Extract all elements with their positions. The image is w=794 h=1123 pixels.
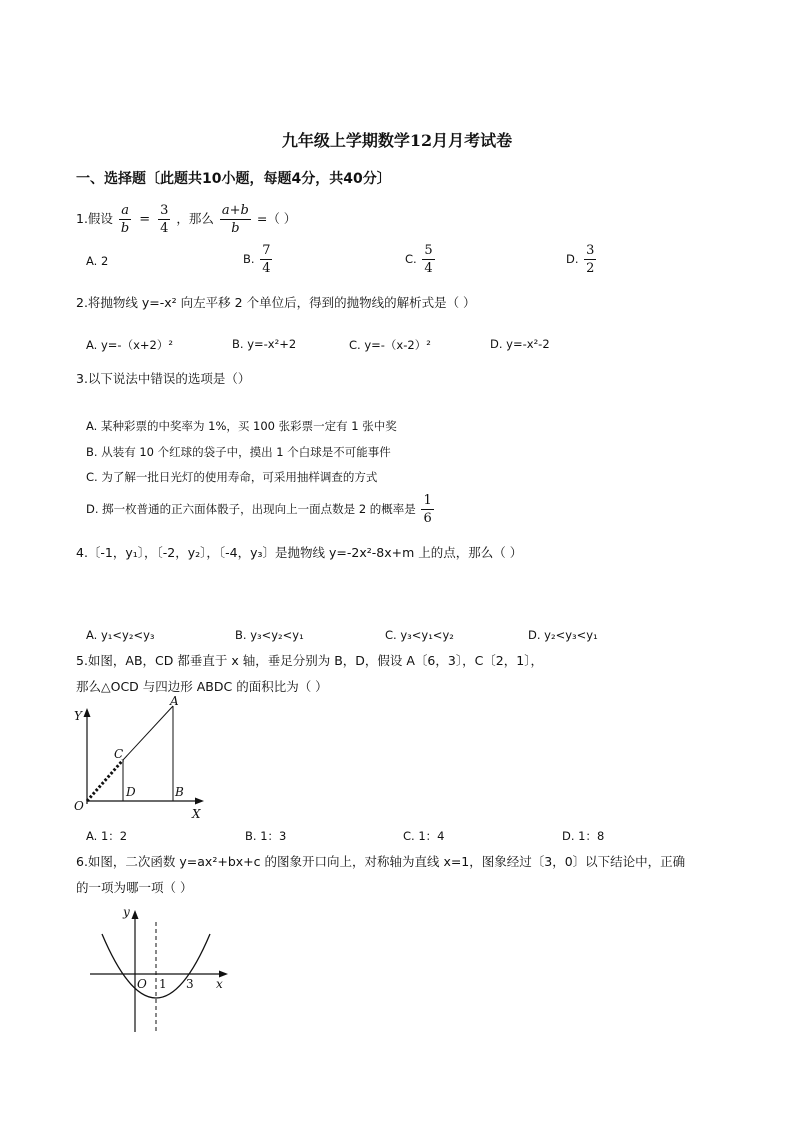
fraction-numerator: 5: [424, 243, 433, 258]
q6-figure: [80, 900, 240, 1040]
fraction-denominator: 6: [423, 511, 432, 526]
label-y: y: [123, 905, 130, 919]
fraction-numerator: a: [121, 203, 129, 218]
q1-option-a[interactable]: A. 2: [86, 254, 109, 268]
fraction-denominator: 2: [586, 261, 595, 276]
q3-option-d[interactable]: [86, 494, 436, 525]
q2-option-a[interactable]: A. y=-（x+2）²: [86, 338, 173, 352]
q2-option-b[interactable]: B. y=-x²+2: [232, 337, 297, 351]
q1-option-b[interactable]: [243, 244, 274, 275]
fraction-denominator: 4: [160, 221, 169, 236]
x-axis-arrow-icon: [195, 798, 204, 805]
q3-option-b[interactable]: B. 从装有 10 个红球的袋子中，摸出 1 个白球是不可能事件: [86, 445, 391, 459]
question-1: [76, 204, 296, 235]
label-one: 1: [159, 977, 167, 991]
q1-suffix: =（ ）: [256, 211, 297, 226]
q1-option-d[interactable]: [566, 244, 598, 275]
label-b: B: [175, 785, 184, 799]
fraction-3-over-4: [158, 204, 170, 235]
option-fraction: [584, 244, 596, 275]
fraction-numerator: 3: [586, 243, 595, 258]
fraction-numerator: 3: [160, 203, 169, 218]
label-x: X: [192, 807, 201, 821]
q5-figure: [70, 694, 220, 824]
q5-option-a[interactable]: A. 1：2: [86, 829, 128, 843]
label-o: O: [137, 977, 147, 991]
option-label: D.: [566, 252, 579, 266]
fraction-denominator: b: [220, 219, 251, 235]
label-y: Y: [74, 709, 82, 723]
q4-option-a[interactable]: A. y₁<y₂<y₃: [86, 628, 155, 642]
q1-option-c[interactable]: [405, 244, 437, 275]
q1-mid: ，那么: [176, 211, 214, 226]
label-a: A: [170, 694, 179, 708]
label-o: O: [74, 799, 84, 813]
segment-ca: [123, 706, 173, 760]
option-text: D. 掷一枚普通的正六面体骰子，出现向上一面点数是 2 的概率是: [86, 502, 416, 516]
q5-option-c[interactable]: C. 1：4: [403, 829, 445, 843]
label-c: C: [114, 747, 124, 761]
q4-option-d[interactable]: D. y₂<y₃<y₁: [528, 628, 598, 642]
option-fraction: [422, 244, 434, 275]
page-title: 九年级上学期数学12月月考试卷: [281, 131, 513, 150]
question-2: 2.将抛物线 y=-x² 向左平移 2 个单位后，得到的抛物线的解析式是（ ）: [76, 295, 476, 310]
question-5-line-2: 那么△OCD 与四边形 ABDC 的面积比为（ ）: [76, 679, 328, 694]
q3-option-c[interactable]: C. 为了解一批日光灯的使用寿命，可采用抽样调查的方式: [86, 470, 378, 484]
fraction-numerator: 7: [262, 243, 271, 258]
segment-oc: [87, 760, 123, 801]
question-4: 4.〔-1，y₁〕，〔-2，y₂〕，〔-4，y₃〕是抛物线 y=-2x²-8x+m 上的点，那么（ ）: [76, 545, 523, 560]
option-fraction: [260, 244, 272, 275]
question-6-line-1: 6.如图，二次函数 y=ax²+bx+c 的图象开口向上，对称轴为直线 x=1，图象经过〔3，0〕以下结论中，正确: [76, 854, 686, 869]
q3-option-a[interactable]: A. 某种彩票的中奖率为 1%，买 100 张彩票一定有 1 张中奖: [86, 419, 397, 433]
question-3: 3.以下说法中错误的选项是（）: [76, 371, 251, 386]
q1-prefix: 1.假设: [76, 211, 113, 226]
q5-option-d[interactable]: D. 1：8: [562, 829, 605, 843]
option-fraction: [421, 494, 433, 525]
y-axis-arrow-icon: [132, 910, 139, 919]
q4-option-b[interactable]: B. y₃<y₂<y₁: [235, 628, 304, 642]
question-5-line-1: 5.如图，AB，CD 都垂直于 x 轴，垂足分别为 B，D，假设 A〔6，3〕，C〔2，1〕，: [76, 653, 543, 668]
label-three: 3: [186, 977, 194, 991]
label-d: D: [126, 785, 136, 799]
q2-option-d[interactable]: D. y=-x²-2: [490, 337, 550, 351]
label-x: x: [216, 977, 223, 991]
fraction-a-over-b: [119, 204, 131, 235]
fraction-denominator: 4: [424, 261, 433, 276]
option-label: B.: [243, 252, 255, 266]
fraction-numerator: a+b: [221, 203, 249, 218]
y-axis-arrow-icon: [84, 708, 91, 717]
fraction-denominator: 4: [262, 261, 271, 276]
question-6-line-2: 的一项为哪一项（ ）: [76, 880, 193, 895]
fraction-numerator: 1: [423, 493, 432, 508]
section-heading: 一、选择题〔此题共10小题，每题4分，共40分〕: [76, 171, 391, 187]
equals-sign: =: [139, 212, 151, 227]
q5-option-b[interactable]: B. 1：3: [245, 829, 287, 843]
fraction-denominator: b: [120, 221, 130, 236]
q4-option-c[interactable]: C. y₃<y₁<y₂: [385, 628, 454, 642]
fraction-a-plus-b-over-b: [220, 204, 251, 235]
option-label: C.: [405, 252, 417, 266]
q2-option-c[interactable]: C. y=-（x-2）²: [349, 338, 431, 352]
